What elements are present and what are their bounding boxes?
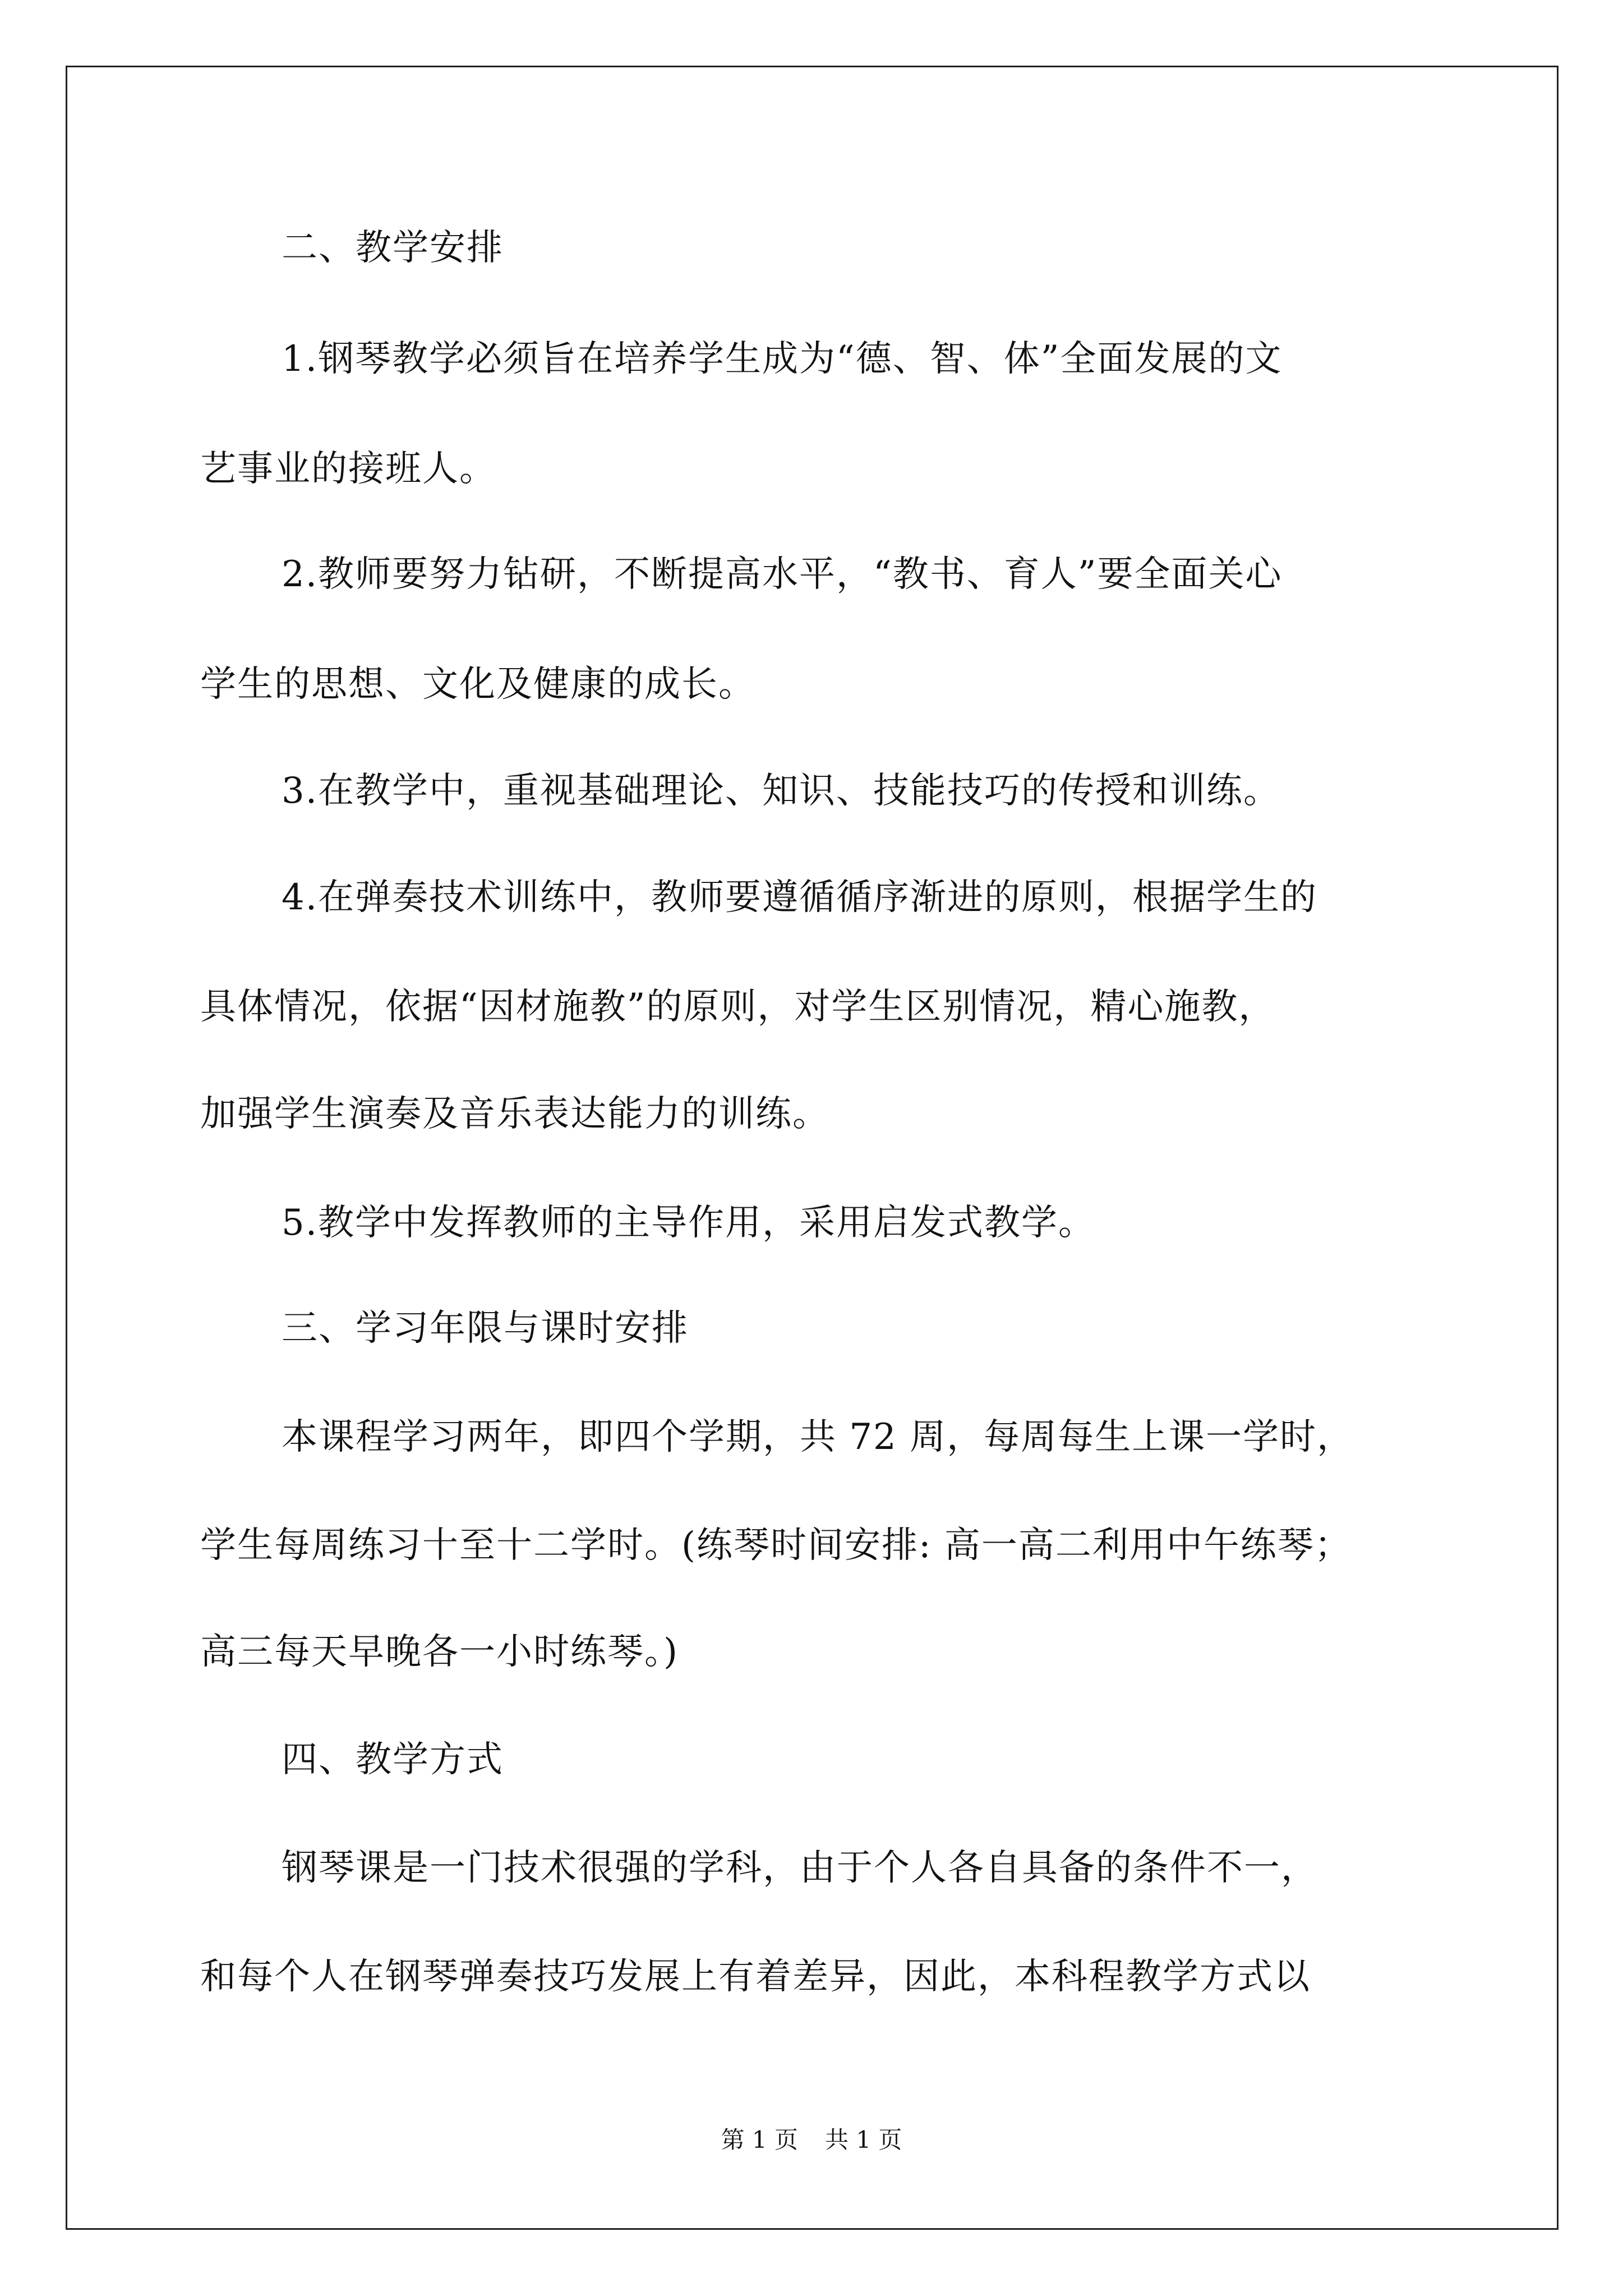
page-footer	[0, 2126, 1623, 2154]
paragraph-line: 艺事业的接班人。	[200, 448, 496, 490]
paragraph-line: 加强学生演奏及音乐表达能力的训练。	[200, 1093, 829, 1135]
paragraph-line: 高三每天早晚各一小时练琴。)	[200, 1631, 679, 1673]
section-heading-teaching-arrangement: 二、教学安排	[282, 227, 504, 269]
page-number-current: 第 1 页	[721, 2126, 798, 2154]
paragraph-line: 2.教师要努力钻研，不断提高水平，“教书、育人”要全面关心	[282, 554, 1283, 595]
paragraph-line: 具体情况，依据“因材施教”的原则，对学生区别情况，精心施教，	[200, 986, 1276, 1028]
paragraph-line: 和每个人在钢琴弹奏技巧发展上有着差异，因此，本科程教学方式以	[200, 1956, 1311, 1998]
page-number-total: 共 1 页	[825, 2126, 902, 2154]
paragraph-line: 学生每周练习十至十二学时。(练琴时间安排: 高一高二利用中午练琴；	[200, 1525, 1352, 1566]
paragraph-line: 4.在弹奏技术训练中，教师要遵循循序渐进的原则，根据学生的	[282, 877, 1318, 918]
paragraph-line: 3.在教学中，重视基础理论、知识、技能技巧的传授和训练。	[282, 770, 1281, 812]
paragraph-line: 1.钢琴教学必须旨在培养学生成为“德、智、体”全面发展的文	[282, 338, 1283, 380]
section-heading-teaching-method: 四、教学方式	[282, 1739, 504, 1780]
paragraph-line: 钢琴课是一门技术很强的学科，由于个人各自具备的条件不一，	[282, 1847, 1318, 1889]
paragraph-line: 学生的思想、文化及健康的成长。	[200, 664, 755, 705]
page-border	[66, 66, 1559, 2230]
section-heading-study-period: 三、学习年限与课时安排	[282, 1308, 689, 1349]
paragraph-line: 5.教学中发挥教师的主导作用，采用启发式教学。	[282, 1202, 1096, 1244]
paragraph-line: 本课程学习两年，即四个学期，共 72 周，每周每生上课一学时，	[282, 1416, 1354, 1458]
